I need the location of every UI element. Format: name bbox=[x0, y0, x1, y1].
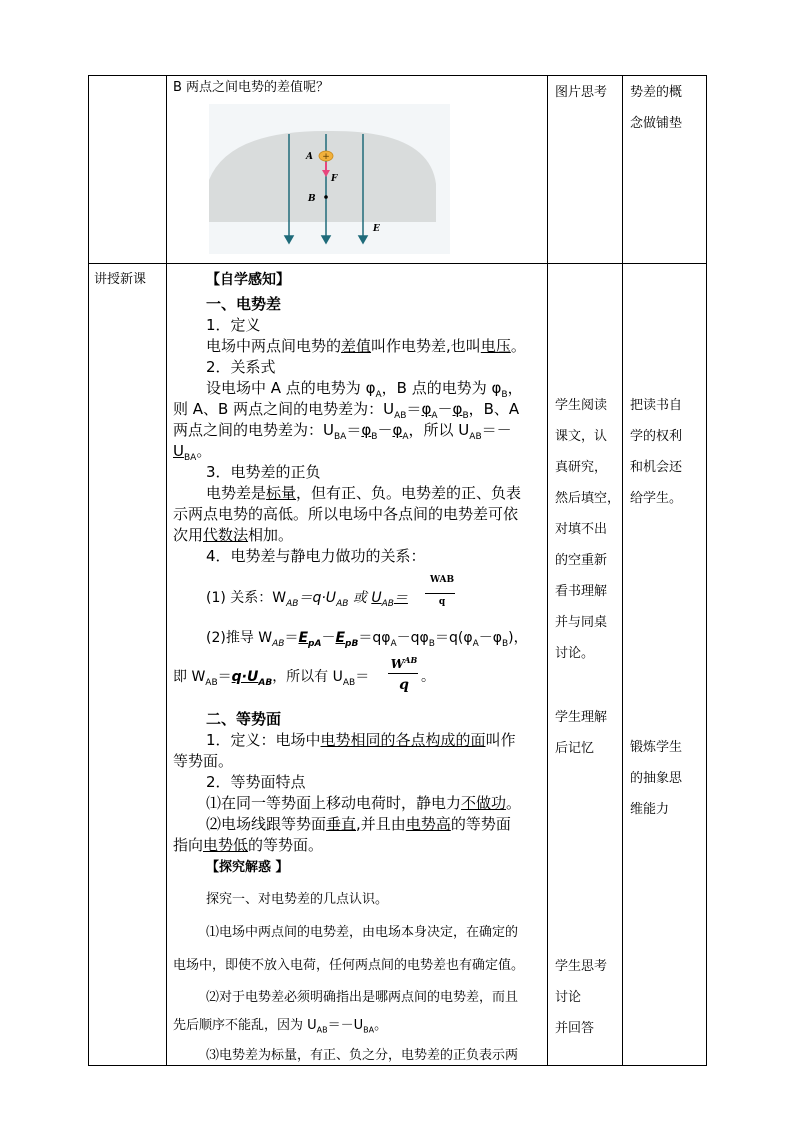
fraction-bar bbox=[425, 593, 455, 594]
features-title: 2．等势面特点 bbox=[206, 773, 306, 791]
table-right-border bbox=[706, 75, 707, 1066]
label-a: A bbox=[306, 152, 313, 162]
derivation-line: (2)推导 $W_{AB}=E_{pA}-E_{pB}=q\varphi_A-q\varphi_B=q(\varphi_A-\varphi_B)$， bbox=[206, 630, 528, 649]
section-label: 讲授新课 bbox=[94, 272, 147, 287]
fraction-wab-over-q bbox=[388, 656, 420, 694]
intent-group-1: 把读书自 学的权利 和机会还 给学生。 bbox=[630, 398, 683, 506]
explore-point-2-b: 先后顺序不能乱，因为 $U_{AB}=-U_{BA}$。 bbox=[173, 1018, 388, 1035]
column-divider-3 bbox=[622, 75, 623, 1066]
charge-symbol: + bbox=[322, 152, 330, 162]
blank-phi-a: $\varphi_A$ bbox=[421, 400, 438, 421]
intent-group-2: 锻炼学生 的抽象思 维能力 bbox=[630, 740, 683, 817]
sign-line-2: 示两点电势的高低。所以电场中各点间的电势差可依 bbox=[173, 505, 519, 523]
work-relation-title: 4．电势差与静电力做功的关系： bbox=[206, 547, 426, 565]
student-activity-group-3: 学生思考 讨论 并回答 bbox=[555, 959, 608, 1036]
blank-no-work: 不做功 bbox=[461, 794, 507, 812]
student-activity-top: 图片思考 bbox=[555, 85, 608, 100]
definition-title: 1．定义 bbox=[206, 316, 261, 334]
table-bottom-border bbox=[88, 1065, 707, 1066]
feature-1: ⑴在同一等势面上移动电荷时，静电力不做功。 bbox=[206, 794, 522, 812]
blank-u-ab: $U_{AB}=$ bbox=[371, 590, 408, 609]
point-b-dot bbox=[324, 195, 328, 199]
self-study-header: 【自学感知】 bbox=[206, 272, 290, 288]
relation-title: 2．关系式 bbox=[206, 358, 276, 376]
explore-1-title: 探究一、对电势差的几点认识。 bbox=[206, 892, 389, 907]
fraction-bar bbox=[388, 673, 418, 674]
explore-header: 【探究解惑 】 bbox=[206, 860, 289, 875]
conclusion-period: 。 bbox=[421, 669, 435, 685]
equipotential-def-1: 1．定义：电场中电势相同的各点构成的面叫作 bbox=[206, 731, 516, 749]
blank-phi-a2: $\varphi_A$ bbox=[392, 421, 409, 442]
fraction-w-over-q bbox=[425, 576, 459, 610]
heading-potential-difference: 一、电势差 bbox=[206, 295, 282, 313]
explore-point-1-a: ⑴电场中两点间的电势差，由电场本身决定，在确定的 bbox=[206, 925, 519, 940]
blank-voltage: 电压 bbox=[480, 337, 511, 355]
definition-text: 电场中两点间电势的差值叫作电势差,也叫电压。 bbox=[206, 337, 526, 355]
blank-equipotential: 电势相同的各点构成的面 bbox=[320, 731, 486, 749]
question-tail: B 两点之间电势的差值呢？ bbox=[173, 80, 330, 95]
equipotential-def-2: 等势面。 bbox=[173, 752, 234, 770]
electric-field-figure bbox=[209, 104, 450, 254]
column-divider-1 bbox=[166, 75, 167, 1066]
intent-top-line: 念做铺垫 bbox=[630, 116, 683, 131]
blank-epb: $E_{pB}$ bbox=[335, 630, 359, 649]
fraction-denominator: q bbox=[399, 677, 409, 693]
table-left-border bbox=[88, 75, 89, 1066]
relation-line-2: 则 A、B 两点之间的电势差为：$U_{AB}=\varphi_A-\varphi_B$，B、A bbox=[173, 400, 520, 421]
fraction-numerator: $W^{AB}$ bbox=[390, 655, 418, 671]
fraction-numerator: WAB bbox=[429, 575, 455, 585]
blank-epa: $E_{pA}$ bbox=[298, 630, 322, 649]
student-activity-group-1: 学生阅读 课文，认 真研究， 然后填空， 对填不出 的空重新 看书理解 并与同桌 讨论。 bbox=[555, 398, 621, 661]
feature-2: ⑵电场线跟等势面垂直,并且由电势高的等势面 bbox=[206, 815, 511, 833]
blank-q-u-ab: $q\cdot U_{AB}$ bbox=[231, 669, 273, 688]
explore-point-1-b: 电场中，即使不放入电荷，任何两点间的电势差也有确定值。 bbox=[173, 958, 525, 973]
blank-algebraic: 代数法 bbox=[203, 526, 249, 544]
column-divider-2 bbox=[547, 75, 548, 1066]
blank-high-potential: 电势高 bbox=[405, 815, 451, 833]
feature-2-cont: 指向电势低的等势面。 bbox=[173, 836, 324, 854]
intent-top-line: 势差的概 bbox=[630, 85, 683, 100]
relation-line-4: $U_{BA}$。 bbox=[173, 442, 212, 463]
fraction-denominator: q bbox=[438, 597, 446, 607]
table-top-border bbox=[88, 75, 707, 76]
row-divider bbox=[88, 263, 707, 264]
label-b: B bbox=[308, 194, 316, 204]
explore-point-2-a: ⑵对于电势差必须明确指出是哪两点间的电势差，而且 bbox=[206, 990, 519, 1005]
conclusion-line: 即 $W_{AB}=q\cdot U_{AB}$，所以有 $U_{AB}=$ bbox=[173, 669, 370, 688]
sign-line-3: 次用代数法相加。 bbox=[173, 526, 294, 544]
blank-perpendicular: 垂直 bbox=[326, 815, 357, 833]
relation-line-3: 两点之间的电势差为：$U_{BA}=\varphi_B-\varphi_A$，所以 $U_{AB}=-$ bbox=[173, 421, 512, 442]
student-activity-group-2: 学生理解 后记忆 bbox=[555, 710, 608, 756]
sign-line-1: 电势差是标量，但有正、负。电势差的正、负表 bbox=[206, 484, 522, 502]
relation-formula: (1) 关系：$W_{AB}=q\cdot U_{AB}$ 或 $U_{AB}=$ bbox=[206, 590, 408, 609]
blank-difference: 差值 bbox=[341, 337, 372, 355]
label-f: F bbox=[331, 174, 338, 184]
blank-phi-b: $\varphi_B$ bbox=[452, 400, 469, 421]
blank-low-potential: 电势低 bbox=[203, 836, 249, 854]
label-e: E bbox=[373, 224, 380, 234]
heading-equipotential: 二、等势面 bbox=[206, 710, 282, 728]
intent-top bbox=[630, 77, 682, 139]
blank-u-ba: $U_{BA}$ bbox=[173, 442, 197, 463]
relation-line-1: 设电场中 A 点的电势为 $\varphi_A$，B 点的电势为 $\varphi_B$， bbox=[206, 379, 523, 400]
explore-point-3-a: ⑶电势差为标量，有正、负之分，电势差的正负表示两 bbox=[206, 1048, 519, 1063]
sign-title: 3．电势差的正负 bbox=[206, 463, 321, 481]
blank-scalar: 标量 bbox=[266, 484, 297, 502]
figure-svg bbox=[209, 104, 450, 254]
blank-phi-b2: $\varphi_B$ bbox=[361, 421, 378, 442]
